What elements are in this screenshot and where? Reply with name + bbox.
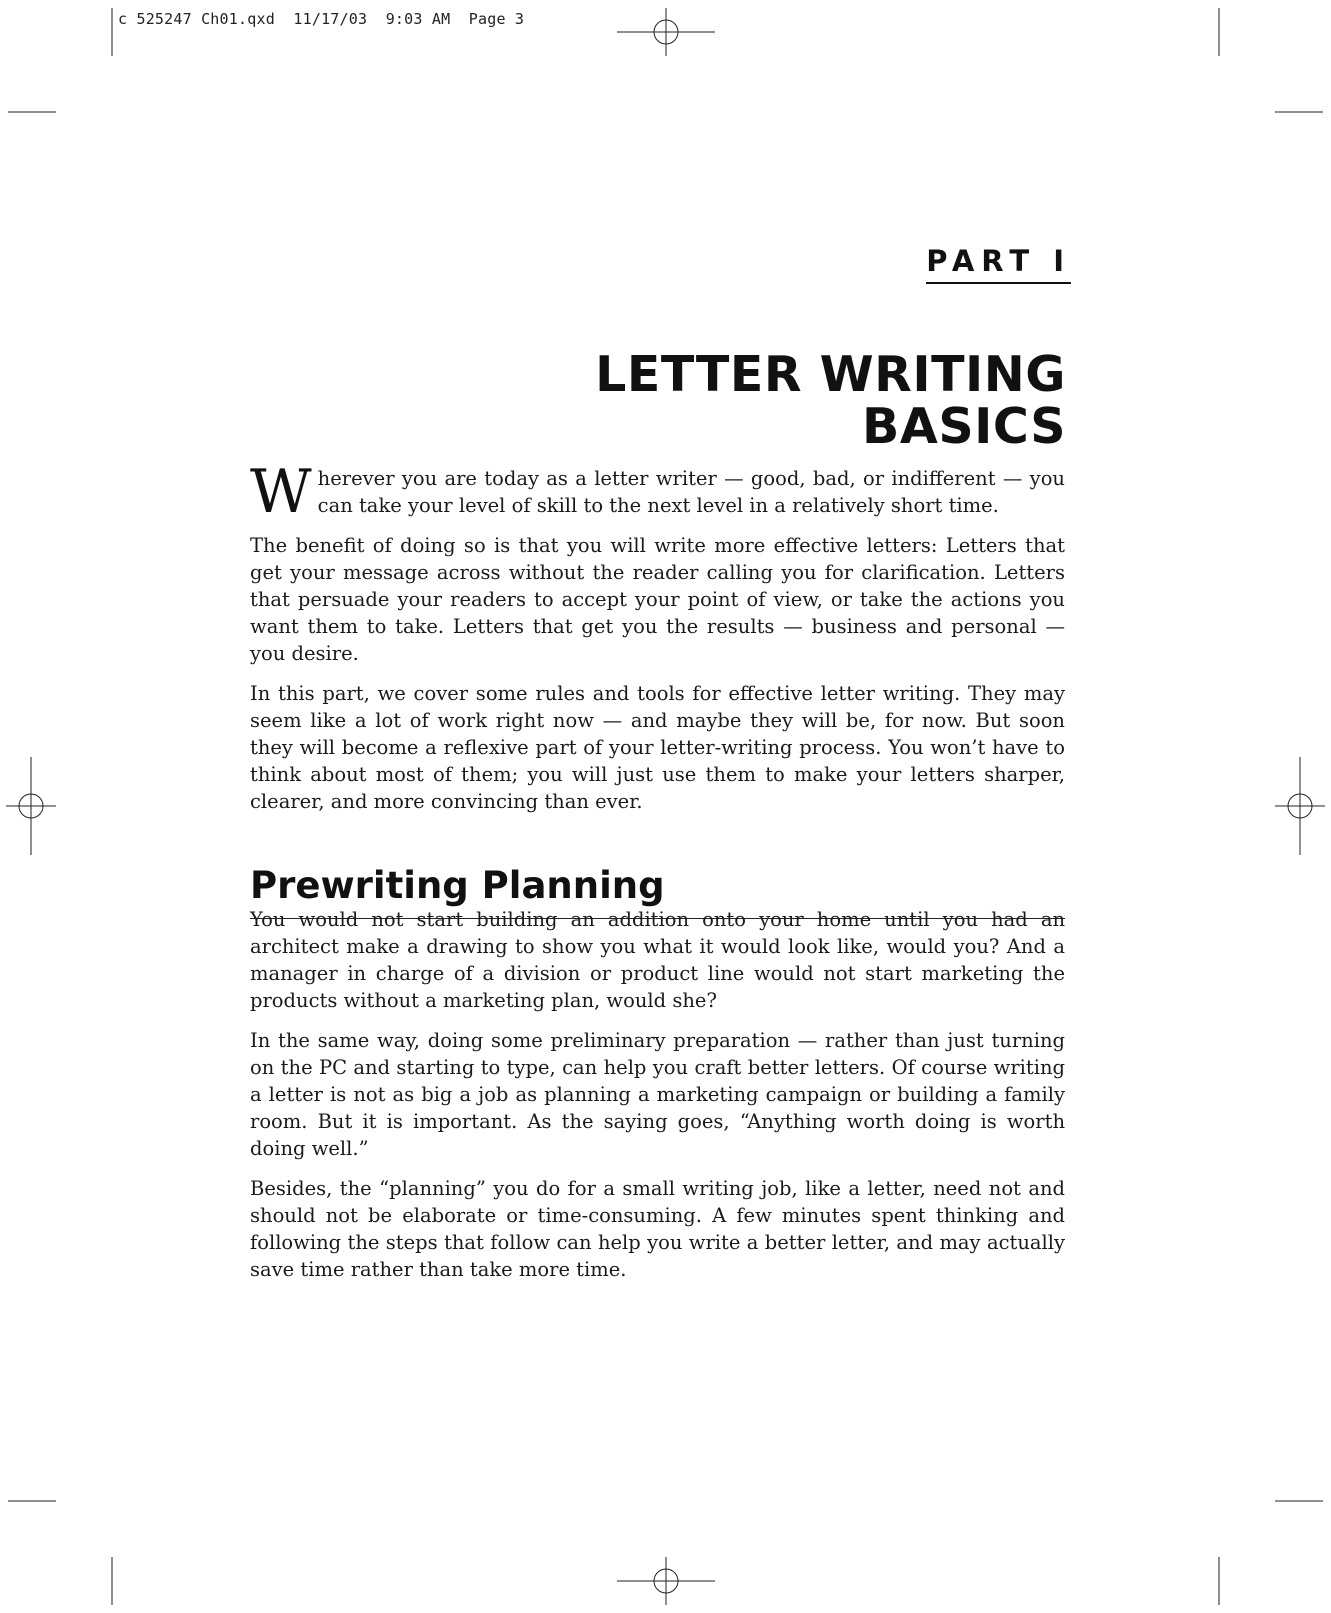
registration-mark-right bbox=[1275, 757, 1325, 855]
registration-mark-top bbox=[617, 8, 715, 56]
part-title-line-2: BASICS bbox=[862, 397, 1066, 455]
section-heading: Prewriting Planning bbox=[250, 864, 1065, 919]
printer-slug-line: c 525247 Ch01.qxd 11/17/03 9:03 AM Page 3 bbox=[118, 10, 525, 28]
section-paragraph-2: In the same way, doing some preliminary preparation — rather than just turning on the PC and starting to type, can help you craft better letters. Of course writing a letter is not as big a job as planning a marketing campaign or building a family room. But it is important. As the saying goes, “Anything worth doing is worth doing well.” bbox=[250, 1029, 1065, 1160]
intro-paragraph-1-text: herever you are today as a letter writer — good, bad, or indifferent — you can take your level of skill to the next level in a relatively short time. bbox=[317, 467, 1065, 517]
intro-paragraph-2: The benefit of doing so is that you will write more effective letters: Letters that get your message across without the reader calling you for clarification. Letters that persuade your readers to accept your point of view, or take the actions you want them to take. Letters that get you the results — business and personal — you desire. bbox=[250, 534, 1065, 665]
intro-paragraph-3: In this part, we cover some rules and tools for effective letter writing. They may seem like a lot of work right now — and maybe they will be, for now. But soon they will become a reflexive part of your letter-writing process. You won’t have to think about most of them; you will just use them to make your letters sharper, clearer, and more convincing than ever. bbox=[250, 682, 1065, 813]
intro-paragraph-1 bbox=[250, 457, 1065, 527]
intro-text-block bbox=[250, 457, 1065, 828]
registration-mark-bottom bbox=[617, 1557, 715, 1605]
part-title-line-1: LETTER WRITING bbox=[595, 345, 1066, 403]
section-paragraph-3: Besides, the “planning” you do for a small writing job, like a letter, need not and should not be elaborate or time-consuming. A few minutes spent thinking and following the steps that follow can help you write a better letter, and may actually save time rather than take more time. bbox=[250, 1177, 1065, 1281]
part-title bbox=[366, 345, 1066, 455]
section-text-block bbox=[250, 906, 1065, 1296]
part-label: PART I bbox=[926, 244, 1071, 284]
drop-cap: W bbox=[250, 457, 312, 527]
registration-mark-left bbox=[6, 757, 56, 855]
section-paragraph-1: You would not start building an addition onto your home until you had an architect make a drawing to show you what it would look like, would you? And a manager in charge of a division or product line would not start marketing the products without a marketing plan, would she? bbox=[250, 908, 1065, 1012]
